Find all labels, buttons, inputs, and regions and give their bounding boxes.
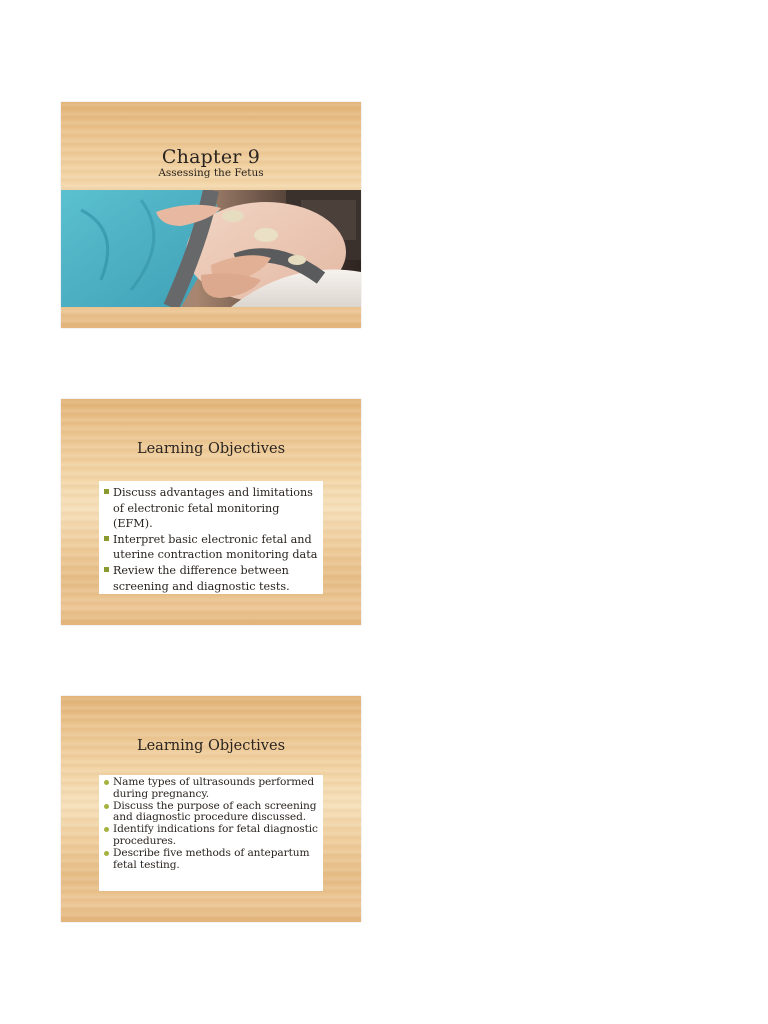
list-item: Name types of ultrasounds performed during pregnancy. bbox=[103, 777, 319, 801]
objectives-list bbox=[103, 777, 319, 871]
fetal-monitor-photo bbox=[61, 190, 361, 307]
slide-subtitle: Assessing the Fetus bbox=[158, 167, 264, 179]
slide-2 bbox=[61, 399, 361, 625]
round-bullet-icon bbox=[104, 827, 109, 832]
list-item: Interpret basic electronic fetal and uterine contraction monitoring data bbox=[103, 532, 319, 563]
list-item: Identify indications for fetal diagnostic procedures. bbox=[103, 824, 319, 848]
list-item: Discuss the purpose of each screening and diagnostic procedure discussed. bbox=[103, 801, 319, 825]
round-bullet-icon bbox=[104, 804, 109, 809]
objectives-list bbox=[103, 485, 319, 594]
slide-title: Chapter 9 bbox=[161, 146, 261, 168]
objectives-box bbox=[99, 481, 323, 594]
list-item: Describe five methods of antepartum fetal testing. bbox=[103, 848, 319, 872]
objectives-box bbox=[99, 775, 323, 891]
slide-1 bbox=[61, 102, 361, 328]
list-item: Review the difference between screening and diagnostic tests. bbox=[103, 563, 319, 594]
square-bullet-icon bbox=[104, 536, 109, 541]
slide-3 bbox=[61, 696, 361, 922]
round-bullet-icon bbox=[104, 780, 109, 785]
slide-title: Learning Objectives bbox=[136, 738, 286, 754]
list-item: Discuss advantages and limitations of electronic fetal monitoring (EFM). bbox=[103, 485, 319, 532]
round-bullet-icon bbox=[104, 851, 109, 856]
square-bullet-icon bbox=[104, 567, 109, 572]
slide-title: Learning Objectives bbox=[136, 441, 286, 457]
square-bullet-icon bbox=[104, 489, 109, 494]
